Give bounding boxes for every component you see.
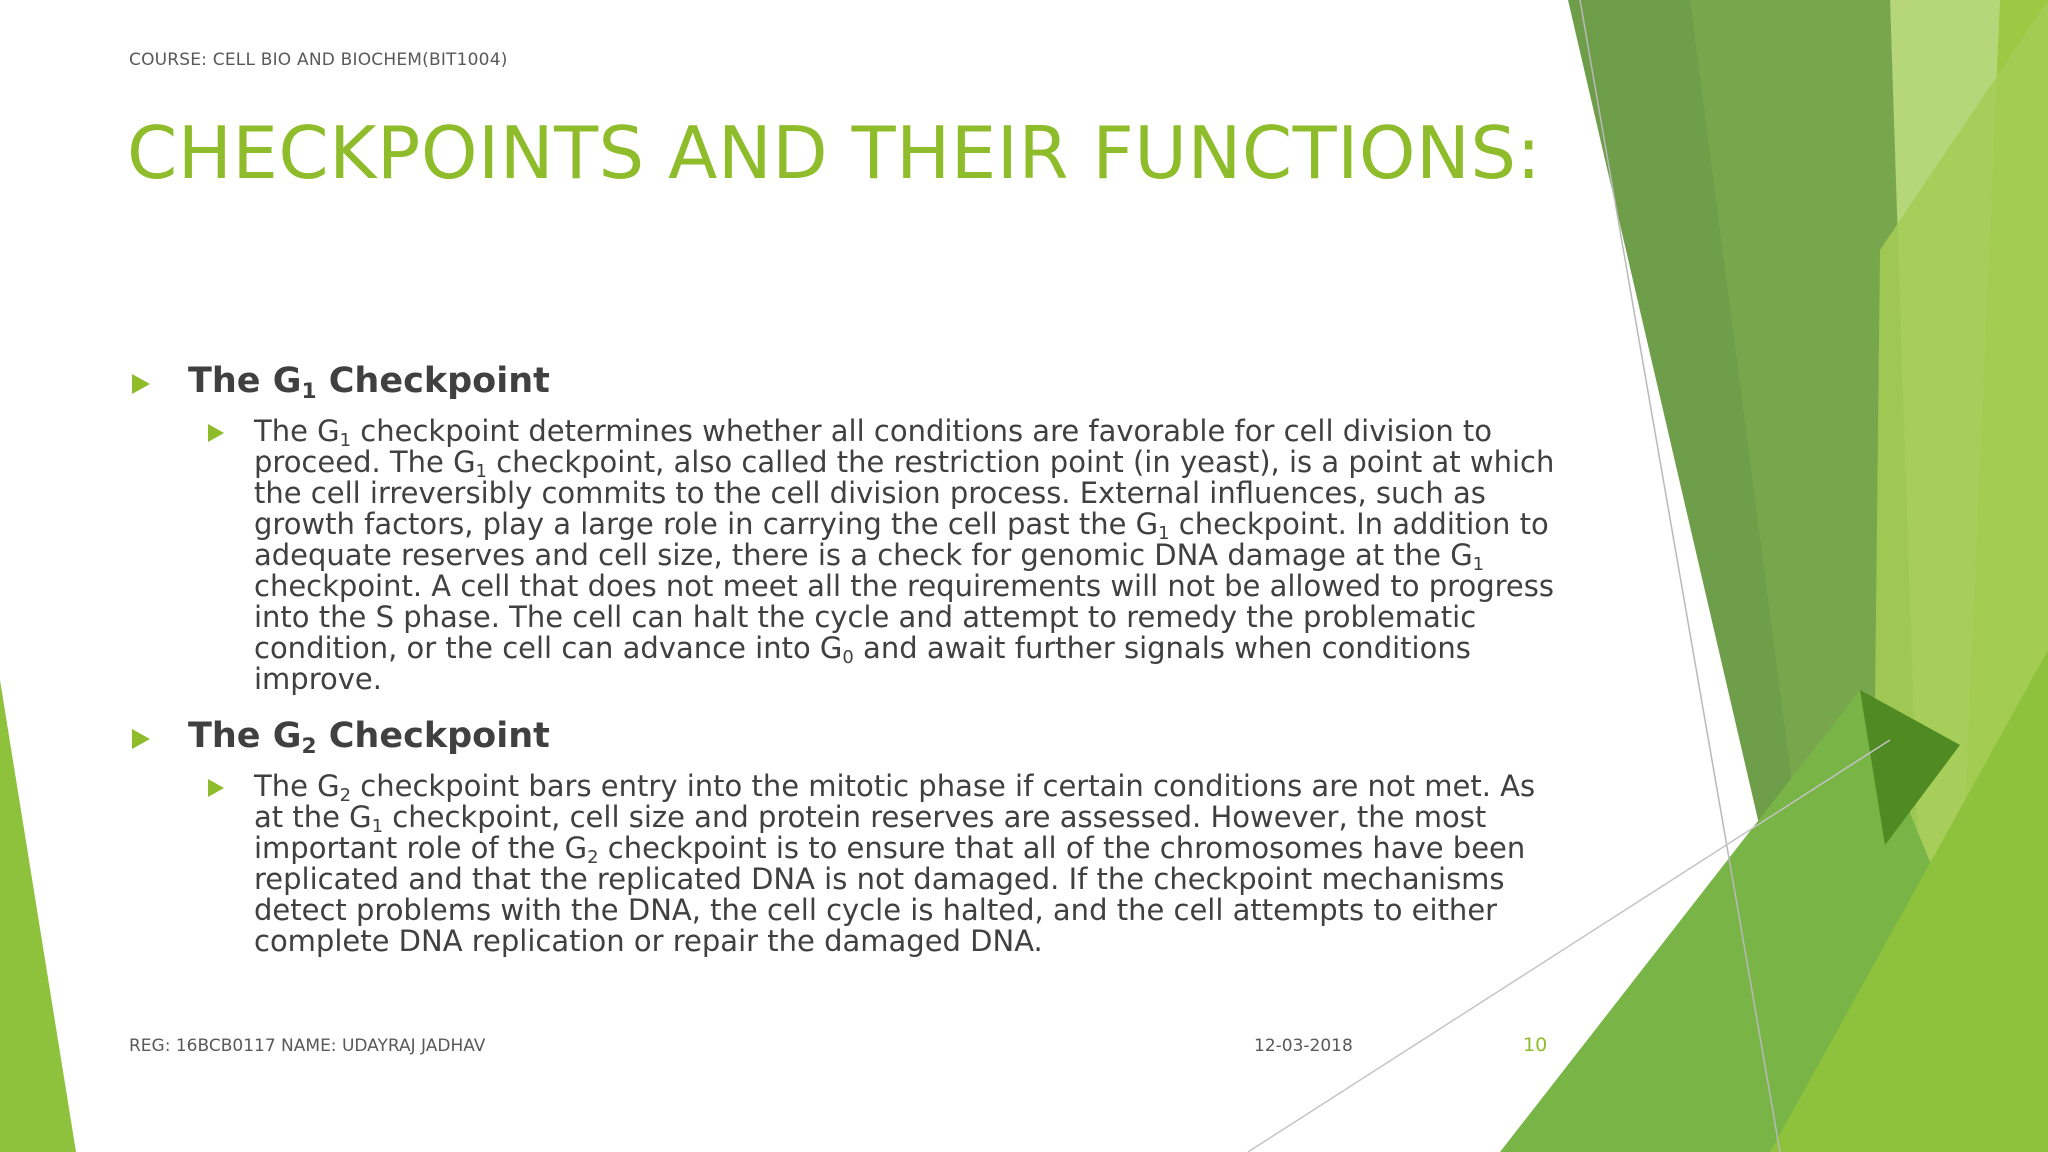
deco-left-sliver [0, 680, 76, 1152]
bullet-arrow-icon [132, 729, 150, 749]
bullet-arrow-icon [208, 424, 224, 442]
bullet-arrow-icon [132, 374, 150, 394]
bullet-body-g2: The $G_2$ checkpoint bars entry into the mitotic phase if certain conditions are not met. As at the $G_1$ checkpoint, cell size and protein reserves are assessed. However, the most important role of the $G_2$ checkpoint is to ensure that all of the chromosomes have been replicated and that the replicated DNA is not damaged. If the checkpoint mechanisms detect problems with the DNA, the cell cycle is halted, and the cell attempts to either complete DNA replication or repair the damaged DNA. [254, 771, 1562, 957]
footer-date: 12-03-2018 [1254, 1036, 1353, 1056]
bullet-heading-g1: The $G_1$ Checkpoint [132, 360, 1562, 402]
section-g1-checkpoint [132, 360, 1562, 695]
slide-title: CHECKPOINTS AND THEIR FUNCTIONS: [127, 111, 1542, 195]
section-g2-checkpoint [132, 715, 1562, 957]
course-header: COURSE: CELL BIO AND BIOCHEM(BIT1004) [129, 50, 508, 70]
footer-reg-name: REG: 16BCB0117 NAME: UDAYRAJ JADHAV [129, 1036, 486, 1056]
bullet-heading-g2: The $G_2$ Checkpoint [132, 715, 1562, 757]
slide-content [132, 360, 1562, 977]
bullet-arrow-icon [208, 779, 224, 797]
bullet-body-g1: The $G_1$ checkpoint determines whether all conditions are favorable for cell division to proceed. The $G_1$ checkpoint, also called the restriction point (in yeast), is a point at which the cell irreversibly commits to the cell division process. External influences, such as growth factors, play a large role in carrying the cell past the $G_1$ checkpoint. In addition to adequate reserves and cell size, there is a check for genomic DNA damage at the $G_1$ checkpoint. A cell that does not meet all the requirements will not be allowed to progress into the S phase. The cell can halt the cycle and attempt to remedy the problematic condition, or the cell can advance into $G_0$ and await further signals when conditions improve. [254, 416, 1562, 695]
page-number: 10 [1523, 1034, 1548, 1056]
